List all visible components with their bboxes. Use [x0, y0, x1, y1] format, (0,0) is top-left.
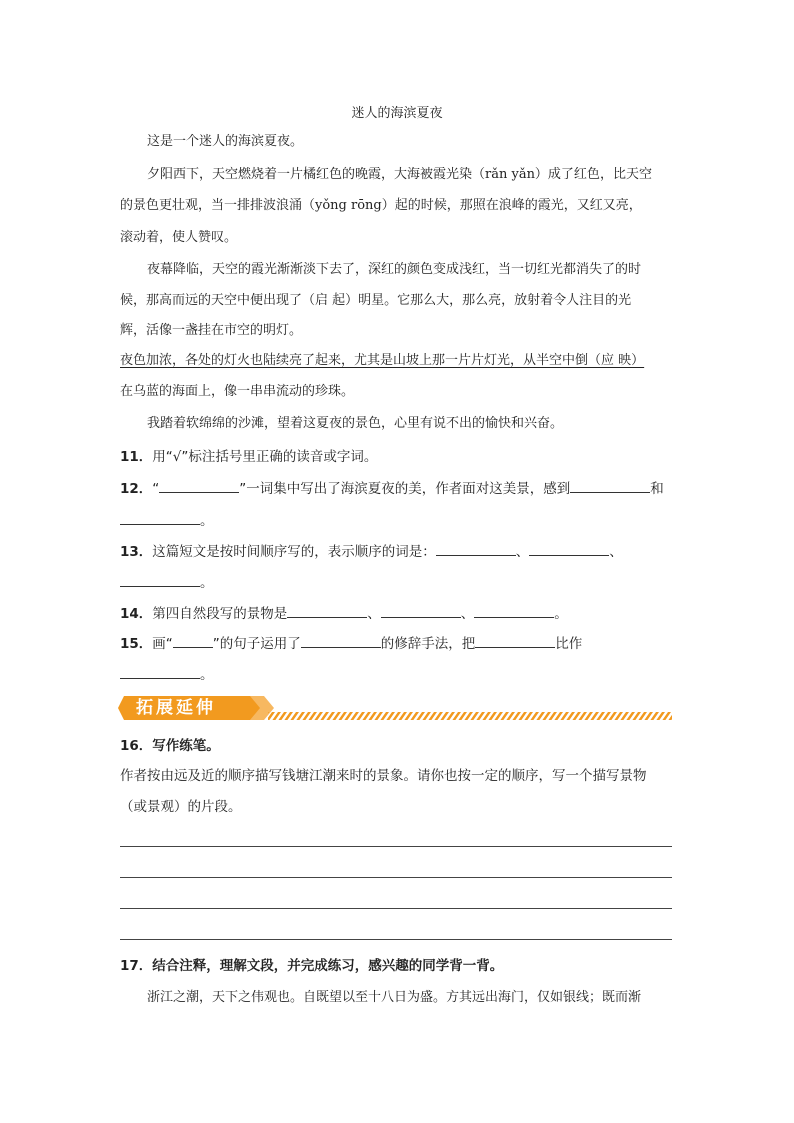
section-title: 拓展延伸 — [136, 698, 216, 718]
question-17-passage-line-1: 浙江之潮，天下之伟观也。自既望以至十八日为盛。方其远出海门，仅如银线；既而渐 — [147, 990, 642, 1005]
writing-line[interactable] — [120, 939, 672, 940]
question-text: ”的句子运用了 — [212, 636, 301, 652]
separator: 、 — [515, 544, 530, 560]
question-13 — [120, 541, 680, 562]
question-16-line-2: （或景观）的片段。 — [120, 799, 242, 815]
answer-blank[interactable] — [159, 478, 239, 493]
question-13-cont — [120, 572, 680, 593]
question-14 — [120, 603, 680, 624]
question-text: 画“ — [152, 636, 173, 652]
question-15 — [120, 633, 680, 654]
answer-blank[interactable] — [570, 478, 650, 493]
passage-paragraph-4-line-1 — [120, 351, 680, 371]
question-16-line-1: 作者按由远及近的顺序描写钱塘江潮来时的景象。请你也按一定的顺序，写一个描写景物 — [120, 768, 647, 784]
underlined-sentence: 夜色加浓，各处的灯火也陆续亮了起来，尤其是山坡上那一片片灯光，从半空中倒（应 映） — [120, 353, 645, 368]
question-number: 15． — [120, 636, 153, 652]
question-text: 。 — [200, 667, 214, 683]
question-number: 12． — [120, 481, 153, 497]
passage-paragraph-4-line-2: 在乌蓝的海面上，像一串串流动的珍珠。 — [120, 384, 355, 399]
passage-paragraph-5: 我踏着软绵绵的沙滩，望着这夏夜的景色，心里有说不出的愉快和兴奋。 — [147, 416, 564, 431]
passage-title: 迷人的海滨夏夜 — [351, 106, 443, 121]
passage-paragraph-3-line-1: 夜幕降临，天空的霞光渐渐淡下去了，深红的颜色变成浅红，当一切红光都消失了的时 — [147, 262, 642, 277]
passage-paragraph-2-line-2: 的景色更壮观，当一排排波浪涌（yǒng rōng）起的时候，那照在浪峰的霞光，又红又亮， — [120, 198, 642, 213]
question-text: 的修辞手法，把 — [380, 636, 476, 652]
question-text: 第四自然段写的景物是 — [152, 606, 288, 622]
question-text: “ — [152, 481, 160, 497]
passage-paragraph-3-line-3: 辉，活像一盏挂在市空的明灯。 — [120, 323, 303, 338]
question-11 — [120, 447, 680, 467]
question-text: 和 — [650, 481, 664, 497]
answer-blank — [173, 633, 213, 648]
answer-blank[interactable] — [120, 664, 200, 679]
banner-stripe — [268, 712, 672, 720]
question-text: 这篇短文是按时间顺序写的，表示顺序的词是： — [152, 544, 436, 560]
question-text: 用“√”标注括号里正确的读音或字词。 — [152, 449, 378, 465]
passage-paragraph-2-line-3: 滚动着，使人赞叹。 — [120, 230, 238, 245]
separator: 、 — [367, 606, 381, 622]
passage-paragraph-3-line-2: 候，那高而远的天空中便出现了（启 起）明星。它那么大，那么亮，放射着令人注目的光 — [120, 293, 632, 308]
answer-blank[interactable] — [436, 541, 516, 556]
answer-blank[interactable] — [120, 572, 200, 587]
question-text: 。 — [200, 513, 214, 529]
question-15-cont — [120, 664, 680, 685]
question-number: 13． — [120, 544, 153, 560]
answer-blank[interactable] — [475, 633, 555, 648]
question-number: 11． — [120, 449, 153, 465]
answer-blank[interactable] — [381, 603, 461, 618]
question-17-title: 17．结合注释，理解文段，并完成练习，感兴趣的同学背一背。 — [120, 958, 504, 974]
question-12-cont — [120, 510, 680, 531]
answer-blank[interactable] — [120, 510, 200, 525]
answer-blank[interactable] — [529, 541, 609, 556]
question-text: ”一词集中写出了海滨夏夜的美，作者面对这美景，感到 — [239, 481, 571, 497]
passage-paragraph-2-line-1: 夕阳西下，天空燃烧着一片橘红色的晚霞，大海被霞光染（rǎn yǎn）成了红色，比天空 — [147, 167, 652, 182]
section-banner — [118, 692, 678, 724]
question-number: 14． — [120, 606, 153, 622]
separator: 、 — [609, 544, 623, 560]
question-12 — [120, 478, 680, 499]
writing-line[interactable] — [120, 846, 672, 847]
answer-blank[interactable] — [287, 603, 367, 618]
writing-line[interactable] — [120, 908, 672, 909]
question-text: 。 — [200, 575, 214, 591]
question-16-title: 16．写作练笔。 — [120, 738, 220, 754]
writing-line[interactable] — [120, 877, 672, 878]
passage-paragraph-1: 这是一个迷人的海滨夏夜。 — [147, 134, 304, 149]
question-text: 。 — [554, 606, 568, 622]
separator: 、 — [460, 606, 475, 622]
question-text: 比作 — [555, 636, 583, 652]
answer-blank[interactable] — [474, 603, 554, 618]
answer-blank[interactable] — [301, 633, 381, 648]
